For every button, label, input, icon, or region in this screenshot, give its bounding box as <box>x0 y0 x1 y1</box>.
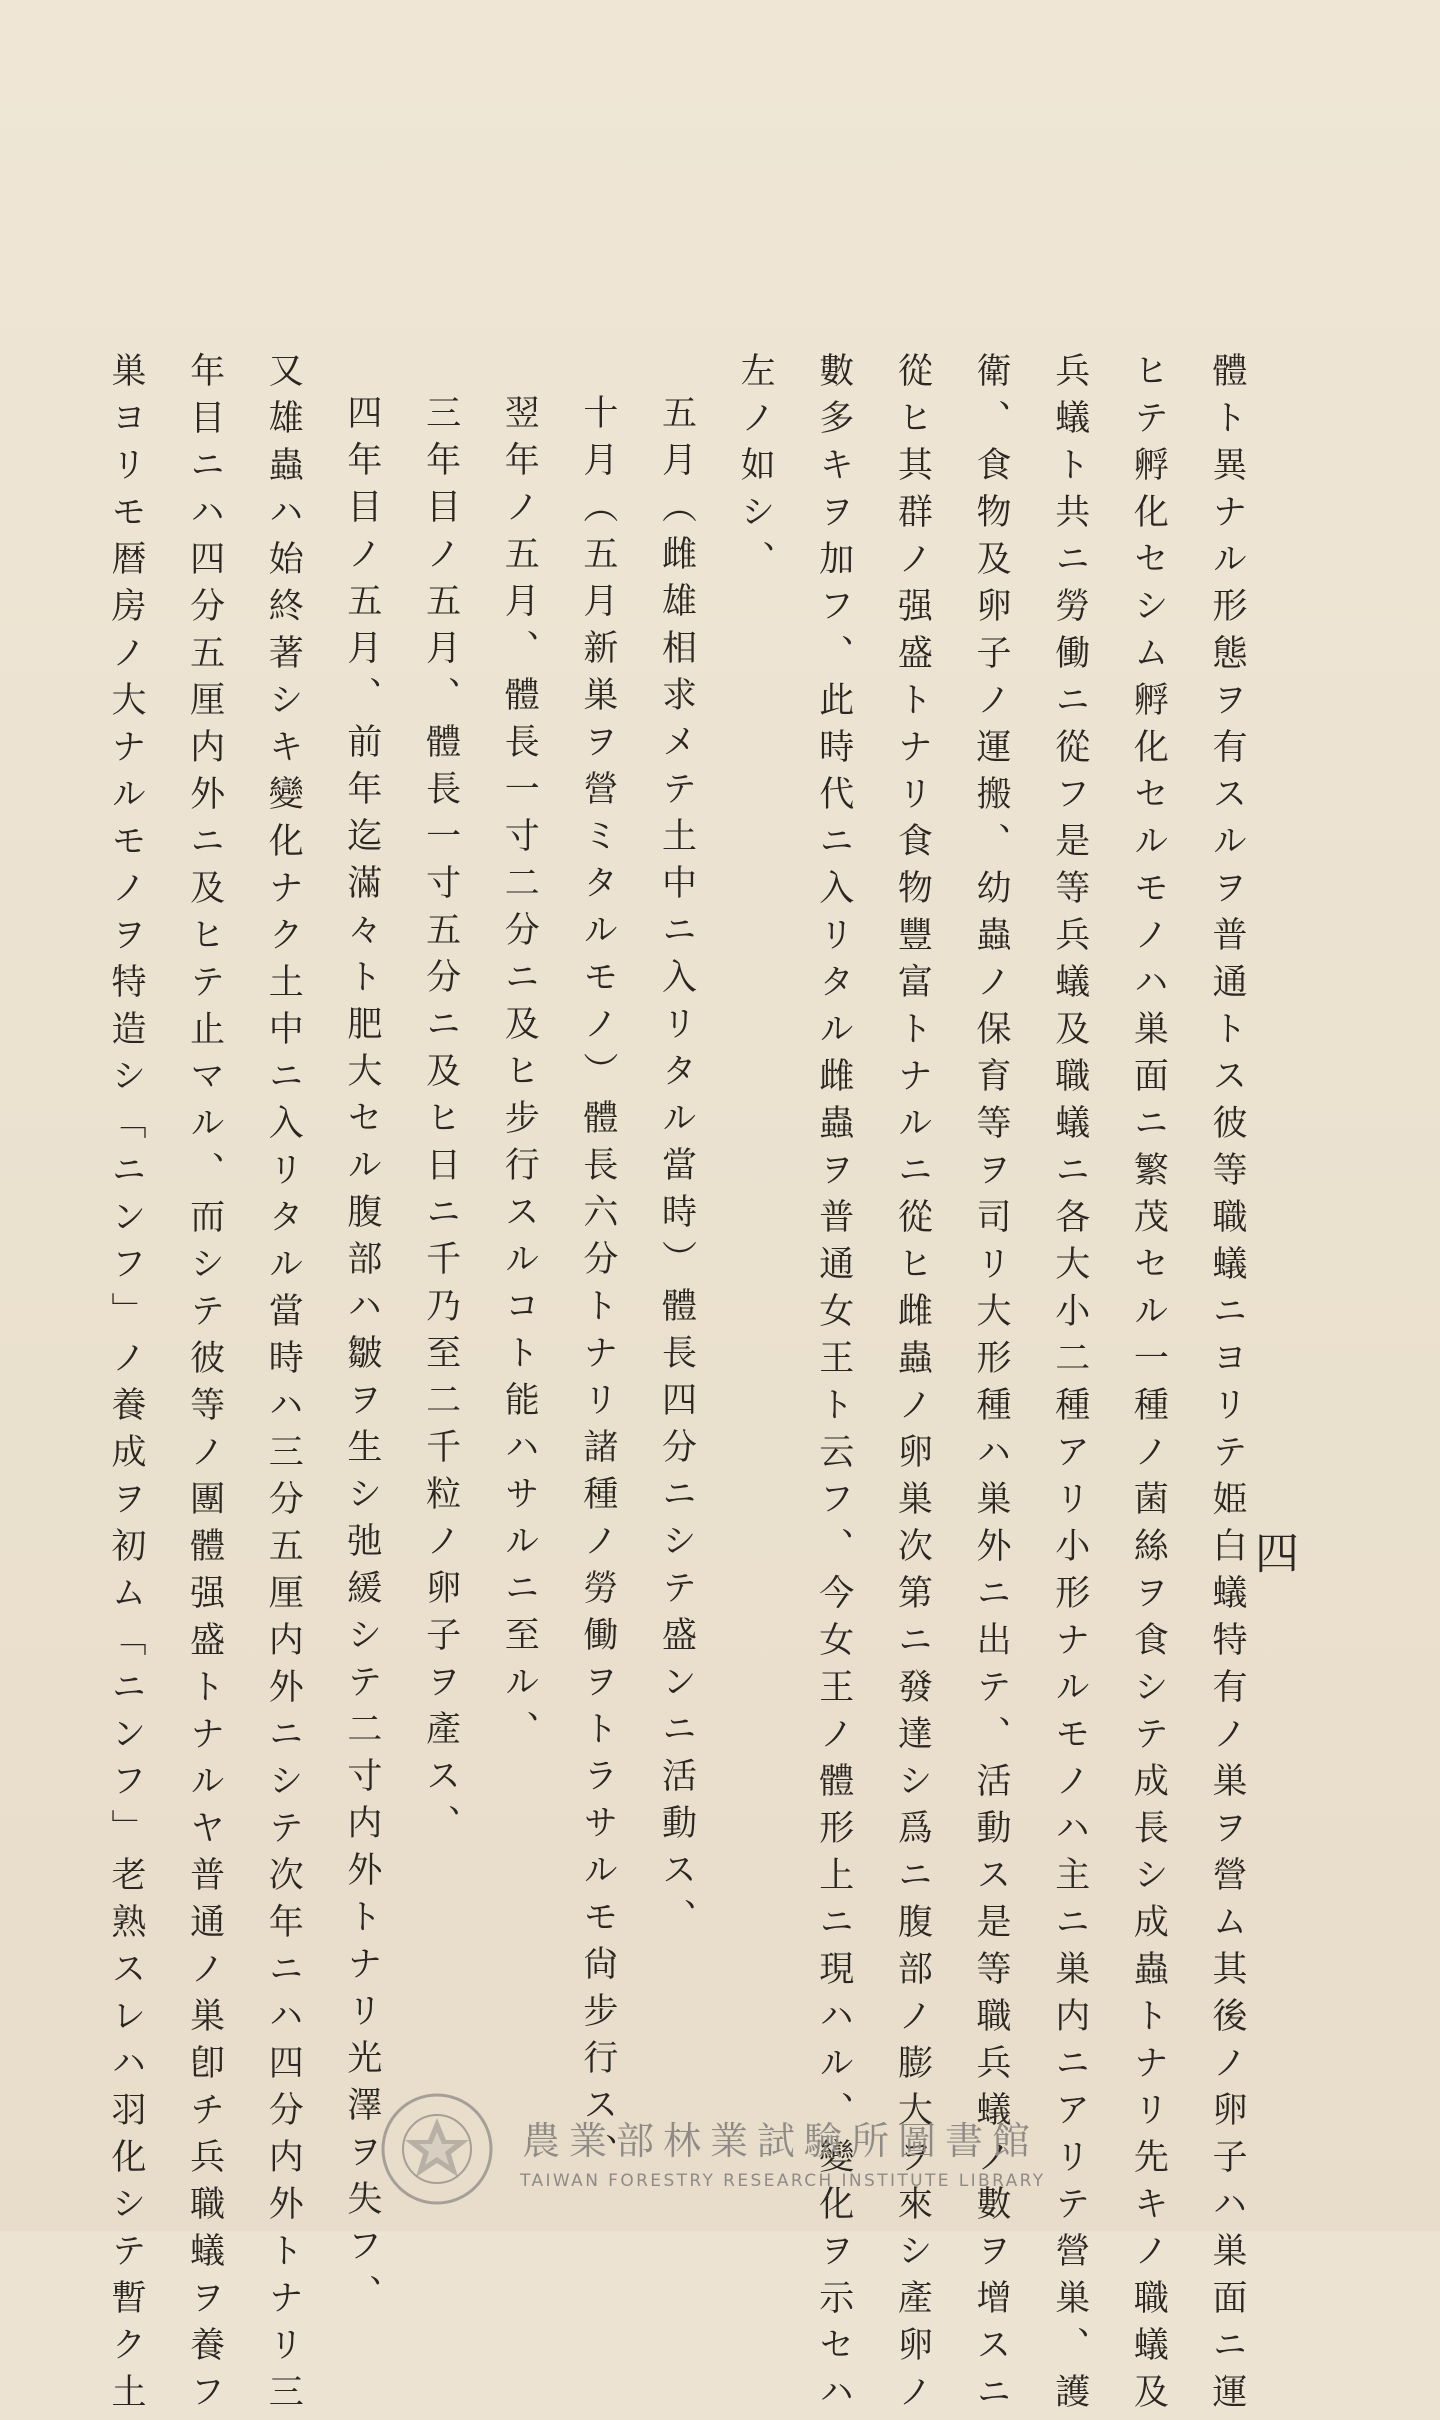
text-column: 三年目ノ五月、體長一寸五分ニ及ヒ日ニ千乃至二千粒ノ卵子ヲ產ス、 <box>420 394 461 1851</box>
library-seal-icon <box>380 2092 494 2206</box>
text-column: 翌年ノ五月、體長一寸二分ニ及ヒ步行スルコト能ハサルニ至ル、 <box>499 394 540 1757</box>
library-name-english: TAIWAN FORESTRY RESEARCH INSTITUTE LIBRARY <box>520 2171 1046 2191</box>
library-name: 農業部林業試驗所圖書館 <box>522 2119 1040 2163</box>
text-column: 十月（五月新巣ヲ營ミタルモノ）體長六分トナリ諸種ノ勞働ヲトラサルモ尙步行ス、 <box>577 394 618 2180</box>
text-column: 五月（雌雄相求メテ土中ニ入リタル當時）體長四分ニシテ盛ンニ活動ス、 <box>656 394 697 1945</box>
page-number: 四 <box>1247 1530 1298 1576</box>
text-column: 又雄蟲ハ始終著シキ變化ナク土中ニ入リタル當時ハ三分五厘内外ニシテ次年ニハ四分内外トナリ三 <box>263 352 304 2420</box>
text-column: 從ヒ其群ノ强盛トナリ食物豐富トナルニ從ヒ雌蟲ノ卵巣次第ニ發達シ爲ニ腹部ノ膨大ヲ來シ產卵ノ <box>892 352 933 2420</box>
text-column: 左ノ如シ、 <box>735 352 776 587</box>
text-column: 兵蟻ト共ニ勞働ニ從フ是等兵蟻及職蟻ニ各大小二種アリ小形ナルモノハ主ニ巣内ニアリテ營巣、護 <box>1049 352 1090 2420</box>
text-column: 數多キヲ加フ、此時代ニ入リタル雌蟲ヲ普通女王ト云フ、今女王ノ體形上ニ現ハル、變化ヲ示セハ <box>813 352 854 2420</box>
text-column: ヒテ孵化セシム孵化セルモノハ巣面ニ繁茂セル一種ノ菌絲ヲ食シテ成長シ成蟲トナリ先キノ職蟻及 <box>1128 352 1169 2420</box>
text-column: 四年目ノ五月、前年迄滿々ト肥大セル腹部ハ皺ヲ生シ弛緩シテ二寸内外トナリ光澤ヲ失フ、 <box>341 394 382 2321</box>
text-column: 體ト異ナル形態ヲ有スルヲ普通トス彼等職蟻ニヨリテ姫白蟻特有ノ巣ヲ營ム其後ノ卵子ハ巣面ニ運 <box>1206 352 1247 2420</box>
text-column: 衛、食物及卵子ノ運搬、幼蟲ノ保育等ヲ司リ大形種ハ巣外ニ出テ、活動ス是等職兵蟻ノ數ヲ增スニ <box>971 352 1012 2420</box>
text-column: 巣ヨリモ暦房ノ大ナルモノヲ特造シ「ニンフ」ノ養成ヲ初ム「ニンフ」老熟スレハ羽化シテ暫ク土 <box>106 352 146 2420</box>
text-column: 年目ニハ四分五厘内外ニ及ヒテ止マル、而シテ彼等ノ團體强盛トナルヤ普通ノ巣卽チ兵職蟻ヲ養フ <box>184 352 225 2420</box>
library-watermark <box>380 2092 1100 2222</box>
